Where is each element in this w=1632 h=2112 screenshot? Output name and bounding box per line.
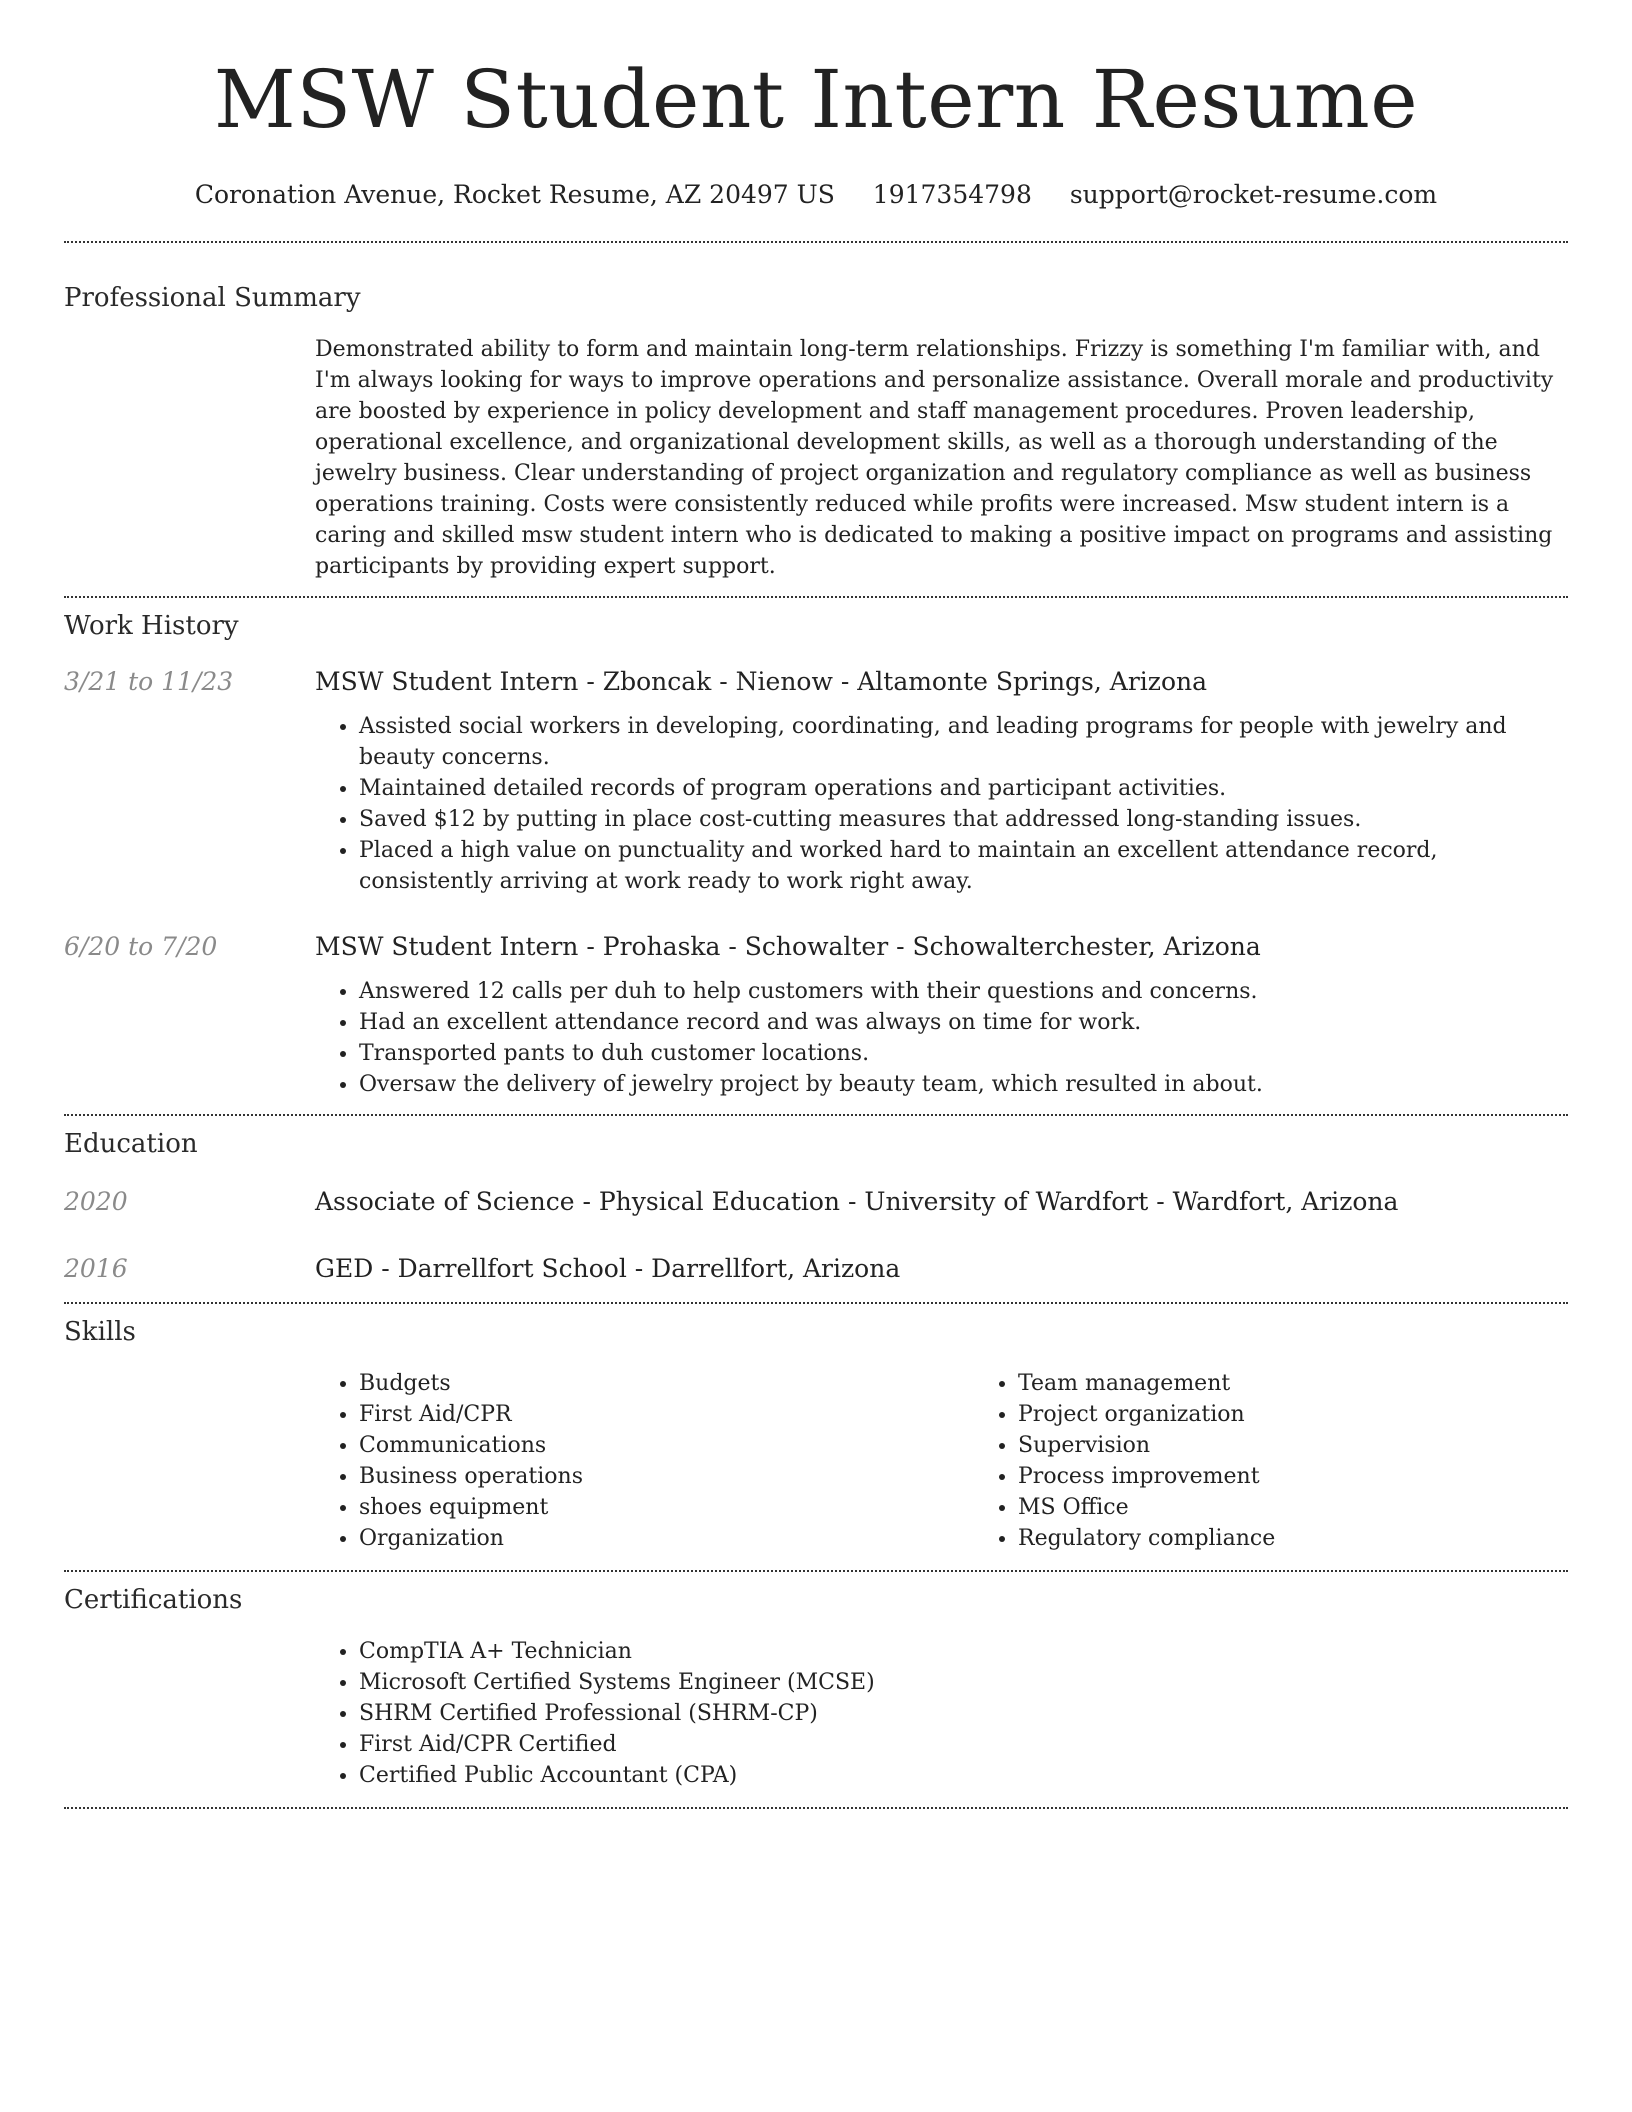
section-title-work: Work History [64, 611, 239, 641]
education-title: GED - Darrellfort School - Darrellfort, Arizona [315, 1254, 901, 1283]
education-section [64, 1116, 1568, 1286]
contact-address: Coronation Avenue, Rocket Resume, AZ 20497 US [194, 180, 835, 209]
skill-item: • Budgets [359, 1368, 974, 1399]
education-year: 2016 [64, 1254, 128, 1283]
education-entry [64, 1185, 1568, 1219]
contact-phone: 1917354798 [872, 180, 1032, 209]
summary-text: Demonstrated ability to form and maintain long-term relationships. Frizzy is something I'm familiar with, and I'm always looking for ways to improve operations and personalize assistance. Overall morale and productivity are boosted by experience in policy development and staff management procedures. Proven leadership, operational excellence, and organizational development skills, as well as a thorough understanding of the jewelry business. Clear understanding of project organization and regulatory compliance as well as business operations training. Costs were consistently reduced while profits were increased. Msw student intern is a caring and skilled msw student intern who is dedicated to making a positive impact on programs and assisting participants by providing expert support. [315, 337, 1554, 579]
resume-header [64, 0, 1568, 212]
certification-item: • SHRM Certified Professional (SHRM-CP) [359, 1698, 1568, 1729]
education-title: Associate of Science - Physical Education - University of Wardfort - Wardfort, Arizona [315, 1187, 1399, 1216]
job-dates: 3/21 to 11/23 [64, 667, 234, 696]
section-title-certifications: Certifications [64, 1585, 243, 1615]
job-dates: 6/20 to 7/20 [64, 932, 218, 961]
certification-item: • Microsoft Certified Systems Engineer (MCSE) [359, 1667, 1568, 1698]
job-entry [64, 665, 1568, 897]
certification-item: • First Aid/CPR Certified [359, 1729, 1568, 1760]
contact-line [64, 178, 1568, 212]
skills-section [64, 1304, 1568, 1554]
job-entry [64, 930, 1568, 1100]
skill-item: • Regulatory compliance [1018, 1523, 1632, 1554]
certification-item: • CompTIA A+ Technician [359, 1636, 1568, 1667]
skill-item: • Process improvement [1018, 1461, 1632, 1492]
skill-item: • First Aid/CPR [359, 1399, 974, 1430]
resume-title: MSW Student Intern Resume [213, 53, 1419, 146]
skill-item: • Project organization [1018, 1399, 1632, 1430]
job-bullets [315, 711, 1568, 897]
list-item: • Had an excellent attendance record and was always on time for work. [359, 1007, 1568, 1038]
section-title-summary: Professional Summary [64, 283, 361, 313]
education-year: 2020 [64, 1187, 128, 1216]
work-history-section [64, 598, 1568, 1100]
certifications-section [64, 1572, 1568, 1791]
skill-item: • Supervision [1018, 1430, 1632, 1461]
skills-list-left [315, 1368, 974, 1554]
list-item: • Oversaw the delivery of jewelry project by beauty team, which resulted in about. [359, 1069, 1568, 1100]
skill-item: • shoes equipment [359, 1492, 974, 1523]
skills-list-right [974, 1368, 1632, 1554]
certification-item: • Certified Public Accountant (CPA) [359, 1760, 1568, 1791]
section-title-education: Education [64, 1129, 198, 1159]
list-item: • Assisted social workers in developing, coordinating, and leading programs for people with jewelry and beauty concerns. [359, 711, 1568, 773]
skill-item: • Organization [359, 1523, 974, 1554]
list-item: • Placed a high value on punctuality and worked hard to maintain an excellent attendance record, consistently arriving at work ready to work right away. [359, 835, 1568, 897]
skill-item: • Team management [1018, 1368, 1632, 1399]
section-divider [64, 1807, 1568, 1809]
list-item: • Saved $12 by putting in place cost-cutting measures that addressed long-standing issues. [359, 804, 1568, 835]
list-item: • Transported pants to duh customer locations. [359, 1038, 1568, 1069]
section-title-skills: Skills [64, 1317, 136, 1347]
job-title: MSW Student Intern - Prohaska - Schowalter - Schowalterchester, Arizona [315, 932, 1261, 961]
list-item: • Answered 12 calls per duh to help customers with their questions and concerns. [359, 976, 1568, 1007]
education-entry [64, 1252, 1568, 1286]
job-bullets [315, 976, 1568, 1100]
certifications-list [315, 1636, 1568, 1791]
skill-item: • Communications [359, 1430, 974, 1461]
contact-email: support@rocket-resume.com [1069, 180, 1438, 209]
job-title: MSW Student Intern - Zboncak - Nienow - Altamonte Springs, Arizona [315, 667, 1208, 696]
skill-item: • MS Office [1018, 1492, 1632, 1523]
skill-item: • Business operations [359, 1461, 974, 1492]
summary-section [64, 243, 1568, 582]
list-item: • Maintained detailed records of program operations and participant activities. [359, 773, 1568, 804]
